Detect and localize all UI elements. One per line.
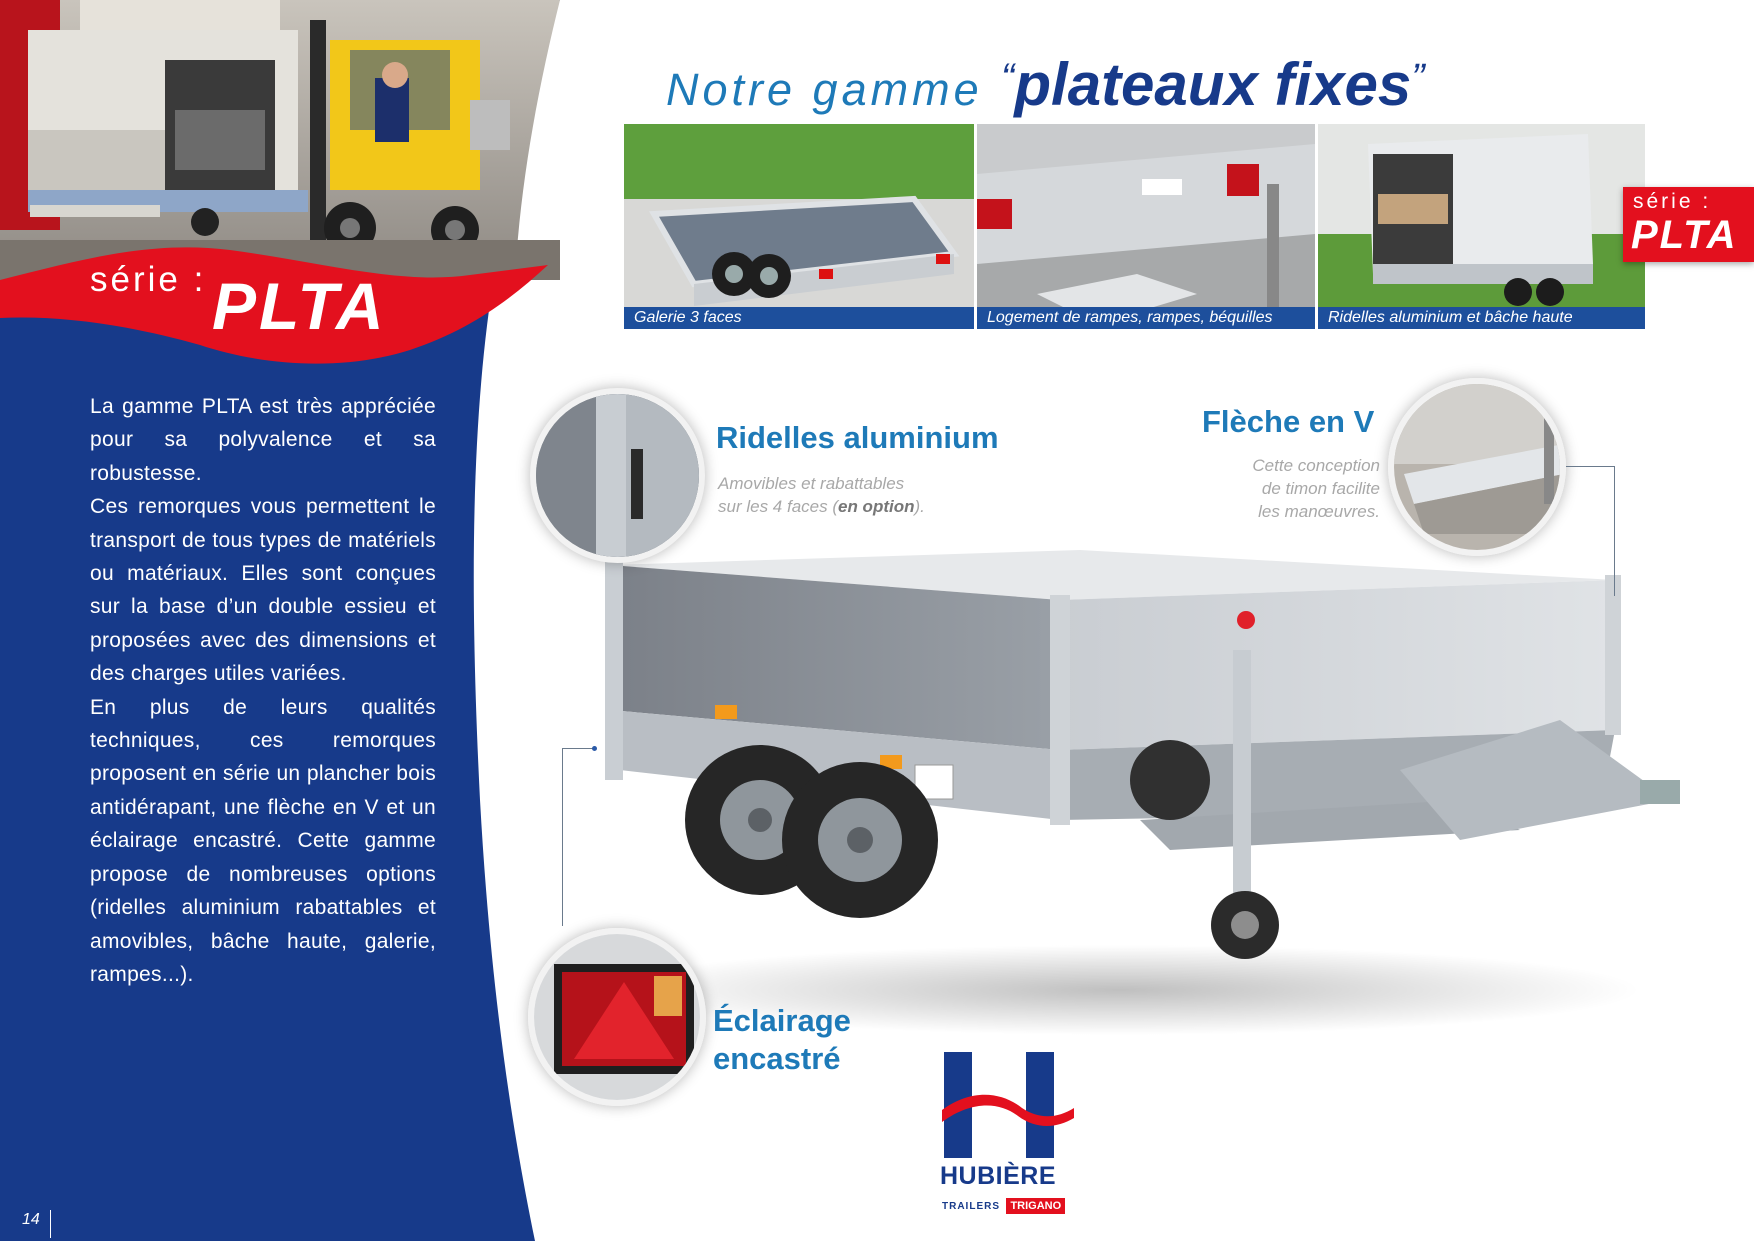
trailer-main-image — [560, 520, 1680, 1040]
ridelles-description — [718, 472, 925, 518]
fleche-description — [1180, 454, 1380, 523]
fleche-title: Flèche en V — [1202, 404, 1375, 439]
eclairage-title-line2: encastré — [713, 1041, 841, 1076]
fleche-desc-line3: les manœuvres. — [1258, 502, 1380, 521]
logo-trailers: TRAILERS — [942, 1201, 1000, 1212]
photo-rampes — [977, 124, 1315, 329]
eclairage-title-line1: Éclairage — [713, 1003, 851, 1038]
title-quote-open: “ — [1001, 56, 1015, 100]
title-prefix: Notre gamme — [666, 64, 983, 115]
logo-trigano: TRIGANO — [1006, 1198, 1065, 1214]
series-tag — [1623, 187, 1754, 262]
leader-dot — [592, 746, 597, 751]
fleche-desc-line1: Cette conception — [1252, 456, 1380, 475]
fleche-desc-line2: de timon facilite — [1261, 479, 1380, 498]
ridelles-closeup — [530, 388, 705, 563]
ridelles-desc-bold: en option — [838, 497, 915, 516]
photo-galerie — [624, 124, 974, 329]
photo-caption-3: Ridelles aluminium et bâche haute — [1318, 307, 1645, 329]
hubiere-logo-name: HUBIÈRE — [940, 1162, 1057, 1190]
series-tag-label: série : — [1633, 190, 1712, 213]
photo-caption-1: Galerie 3 faces — [624, 307, 974, 329]
photo-caption-2: Logement de rampes, rampes, béquilles — [977, 307, 1315, 329]
forklift-loading-photo — [0, 0, 560, 280]
eclairage-title — [713, 1002, 851, 1078]
series-tag-name: PLTA — [1631, 213, 1738, 257]
ridelles-desc-line1: Amovibles et rabattables — [718, 474, 905, 493]
leader-fleche-v — [1614, 466, 1615, 596]
fleche-closeup — [1388, 378, 1566, 556]
title-quote-close: ” — [1411, 56, 1425, 100]
ridelles-desc-post: ). — [914, 497, 925, 516]
series-label: série : — [90, 260, 207, 299]
title-name: plateaux fixes — [1014, 51, 1412, 118]
description-text — [90, 390, 436, 991]
photo-bache — [1318, 124, 1645, 329]
ridelles-desc-pre: sur les 4 faces ( — [718, 497, 838, 516]
ridelles-desc-line2 — [718, 495, 925, 518]
paragraph-3: En plus de leurs qualités techniques, ces remorques proposent en série un plancher bois antidérapant, une flèche en V et un éclairage encastré. Cette gamme propose de nombreuses options (ridelles aluminium rabattables et amovibles, bâche haute, galerie, rampes...). — [90, 695, 436, 986]
leader-eclairage-v — [562, 748, 563, 926]
page-number-rule — [50, 1210, 51, 1238]
leader-fleche-h — [1566, 466, 1614, 467]
hubiere-logo-mark — [942, 1050, 1074, 1160]
page-number: 14 — [22, 1211, 40, 1228]
page-title — [666, 50, 1425, 119]
ridelles-title: Ridelles aluminium — [716, 420, 999, 455]
hubiere-logo-sub — [942, 1196, 1065, 1214]
eclairage-closeup — [528, 928, 706, 1106]
leader-eclairage-h — [562, 748, 594, 749]
series-name: PLTA — [212, 269, 387, 343]
paragraph-2: Ces remorques vous permettent le transport de tous types de matériels ou matériaux. Elles sont conçues sur la base d’un double essieu et proposées avec des dimensions et des charges utiles variées. — [90, 495, 436, 686]
paragraph-1: La gamme PLTA est très appréciée pour sa polyvalence et sa robustesse. — [90, 395, 436, 485]
